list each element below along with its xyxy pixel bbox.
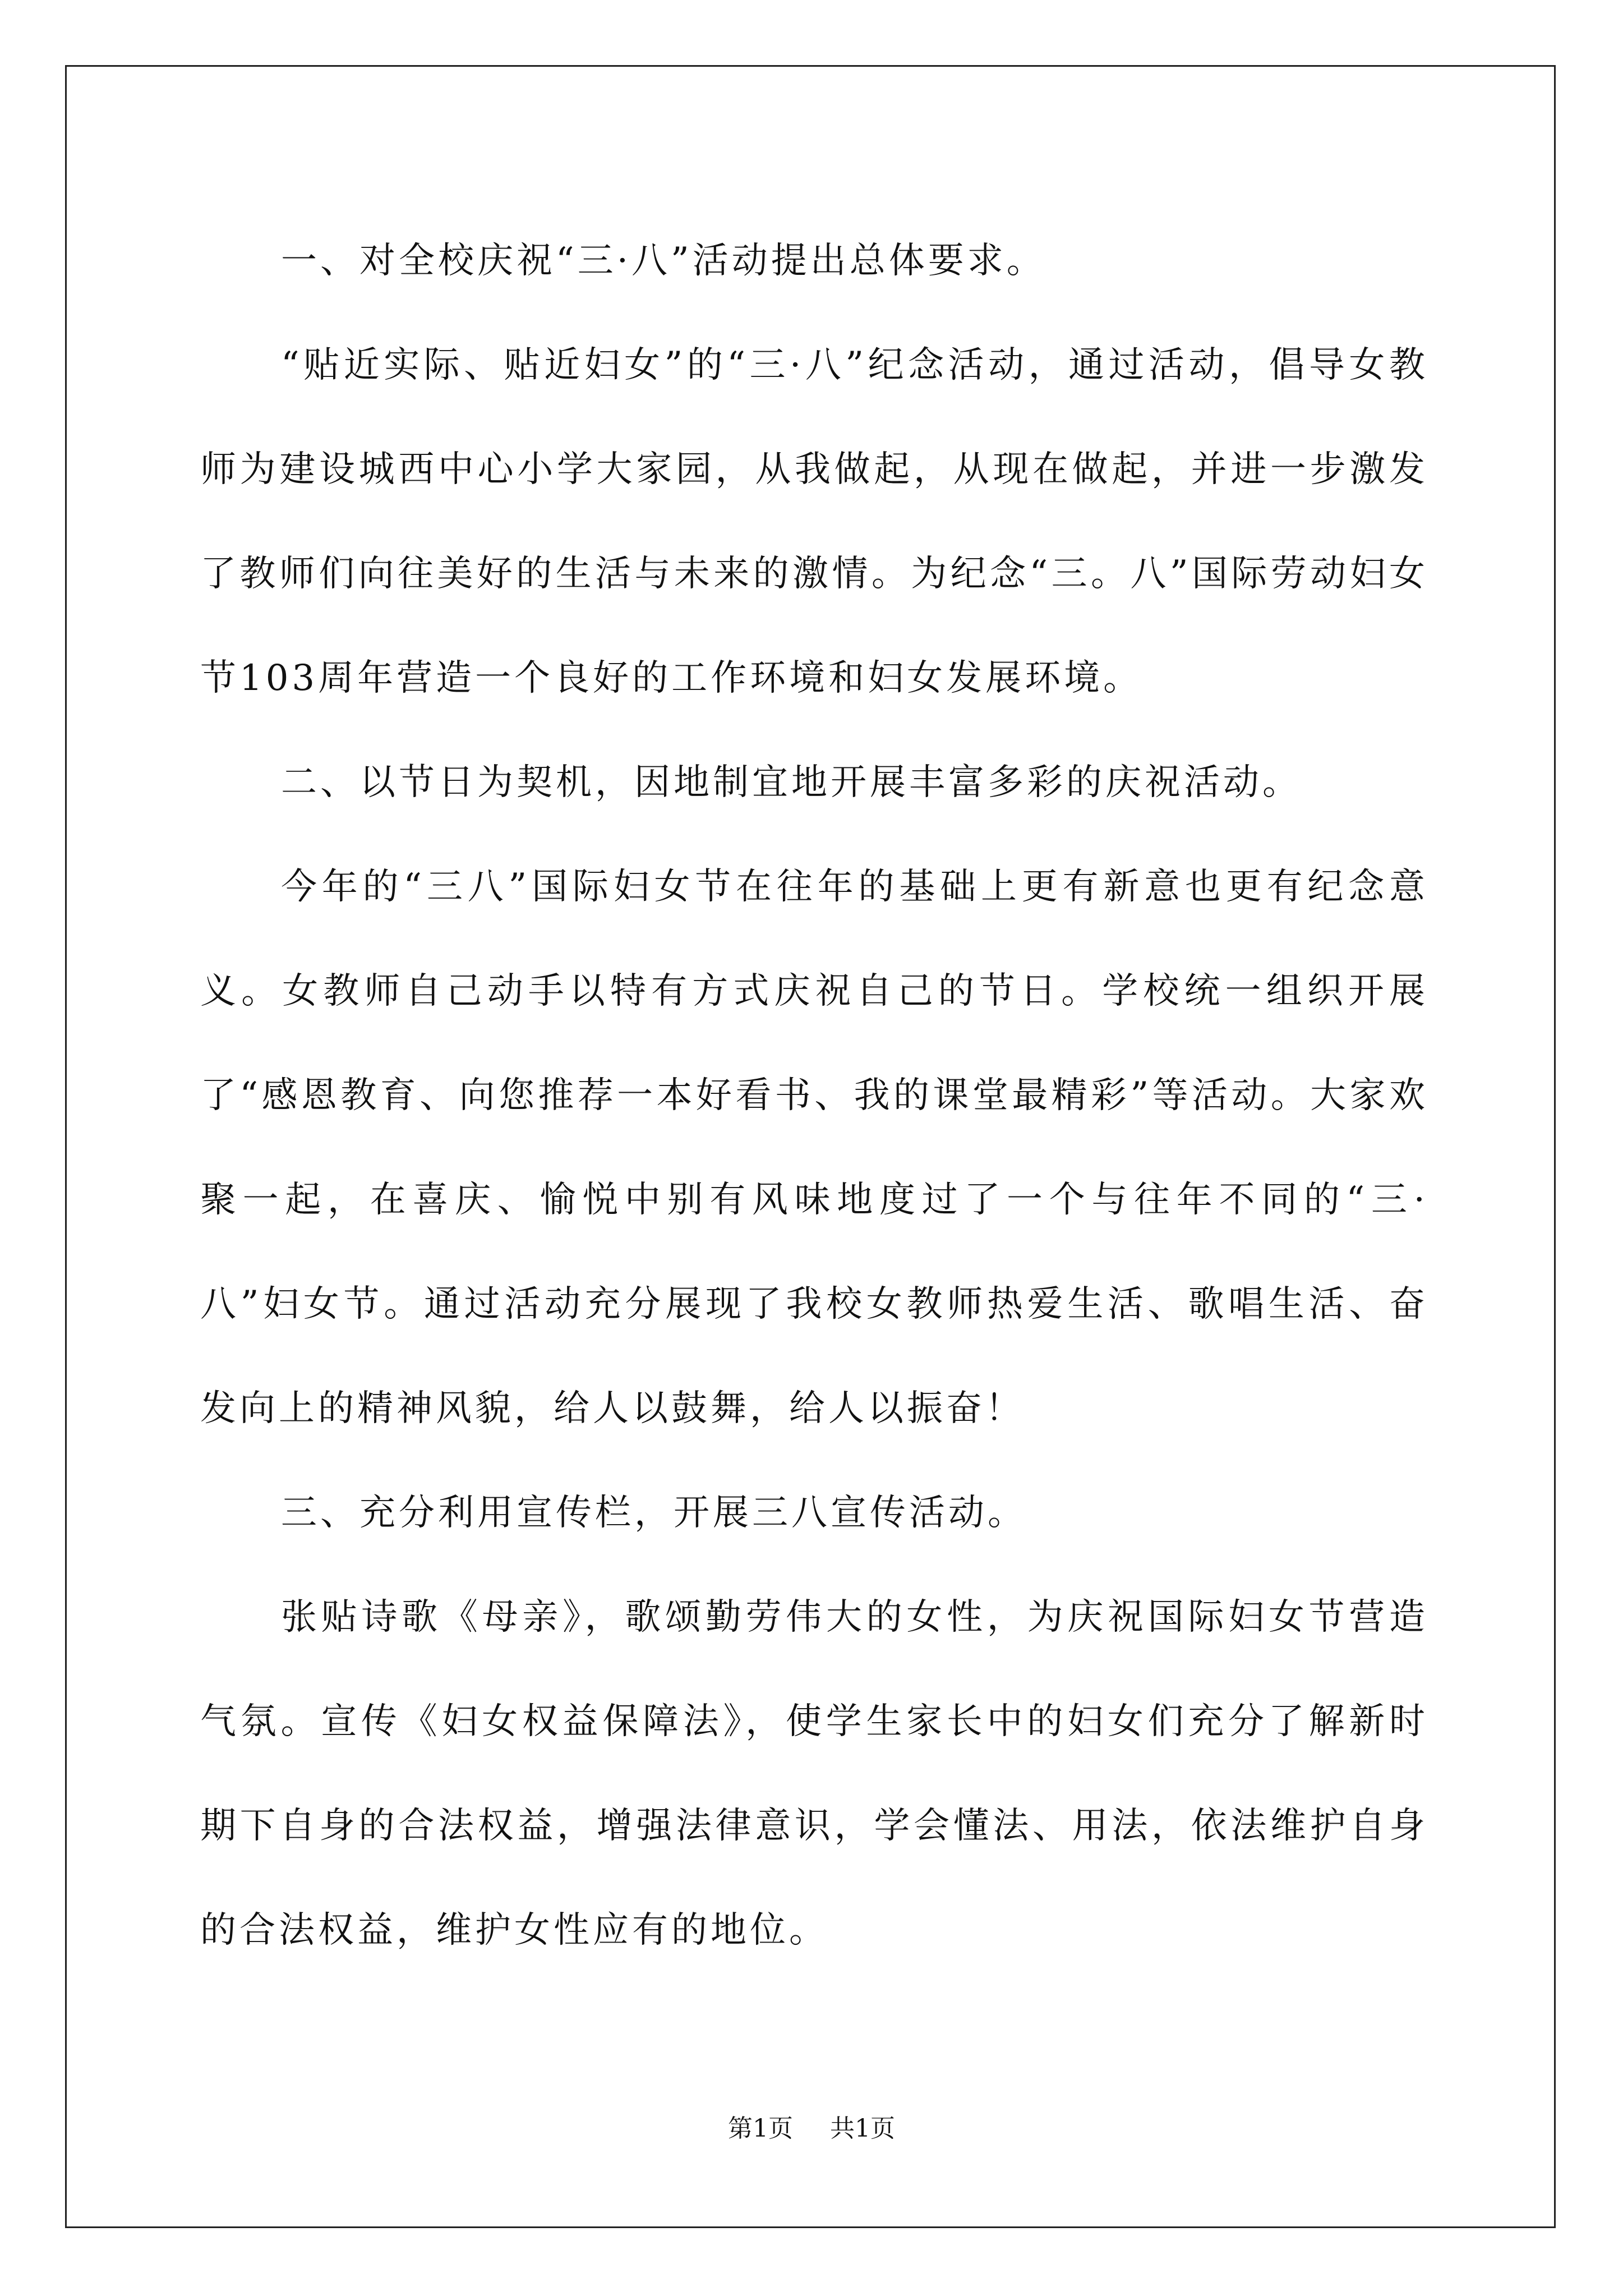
paragraph-3: 张贴诗歌《母亲》，歌颂勤劳伟大的女性，为庆祝国际妇女节营造气氛。宣传《妇女权益保障法》，使学生家长中的妇女们充分了解新时期下自身的合法权益，增强法律意识，学会懂法、用法，依法维护自身的合法权益，维护女性应有的地位。 [200, 1596, 1428, 1951]
section-heading-2: 二、以节日为契机，因地制宜地开展丰富多彩的庆祝活动。 [281, 762, 1302, 803]
page-footer [0, 2112, 1623, 2146]
section-heading-1: 一、对全校庆祝“三·八”活动提出总体要求。 [281, 240, 1046, 282]
document-body [200, 209, 1428, 1982]
page-total: 共1页 [830, 2114, 895, 2143]
paragraph-1: “贴近实际、贴近妇女”的“三·八”纪念活动，通过活动，倡导女教师为建设城西中心小学大家园，从我做起，从现在做起，并进一步激发了教师们向往美好的生活与未来的激情。为纪念“三。八”国际劳动妇女节103周年营造一个良好的工作环境和妇女发展环境。 [200, 344, 1428, 699]
page-number: 第1页 [728, 2114, 793, 2143]
section-heading-3: 三、充分利用宣传栏，开展三八宣传活动。 [281, 1492, 1027, 1534]
paragraph-2: 今年的“三八”国际妇女节在往年的基础上更有新意也更有纪念意义。女教师自己动手以特有方式庆祝自己的节日。学校统一组织开展了“感恩教育、向您推荐一本好看书、我的课堂最精彩”等活动。大家欢聚一起，在喜庆、愉悦中别有风味地度过了一个与往年不同的“三·八”妇女节。通过活动充分展现了我校女教师热爱生活、歌唱生活、奋发向上的精神风貌，给人以鼓舞，给人以振奋！ [200, 866, 1428, 1429]
